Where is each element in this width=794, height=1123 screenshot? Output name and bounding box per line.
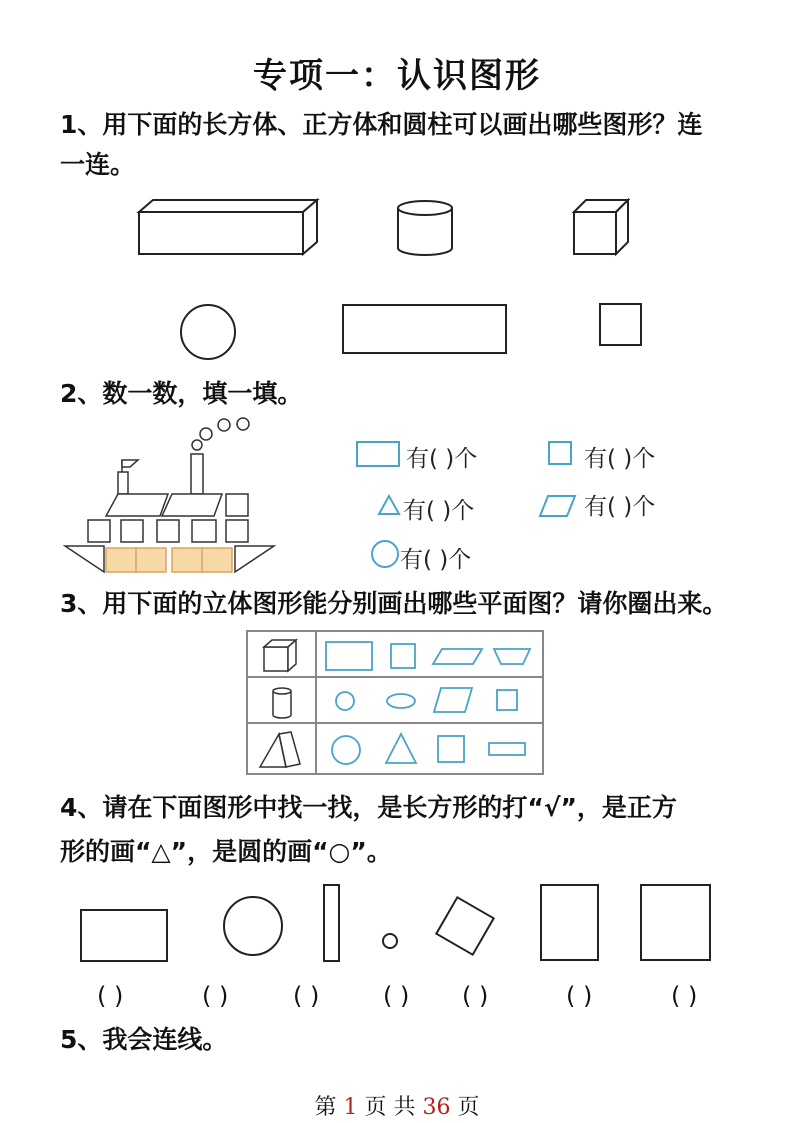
footer-mid: 页 共 — [364, 1095, 416, 1120]
count-triangle: 有( )个 — [403, 498, 475, 524]
answer-blank-5[interactable]: ( ) — [462, 982, 489, 1010]
q1-prompt-line2: 一连。 — [60, 150, 136, 179]
cube-icon — [574, 200, 628, 254]
footer-suffix: 页 — [457, 1095, 480, 1120]
cuboid-icon — [139, 200, 317, 254]
q4-prompt-line1: 4、请在下面图形中找一找，是长方形的打“√”，是正方 — [60, 793, 677, 822]
answer-blank-2[interactable]: ( ) — [202, 982, 229, 1010]
footer-page-number: 1 — [343, 1095, 358, 1120]
answer-blank-3[interactable]: ( ) — [293, 982, 320, 1010]
legend-parallelogram-icon — [540, 496, 575, 516]
page-footer — [0, 1090, 794, 1121]
legend-rectangle-icon — [357, 442, 399, 466]
answer-blank-4[interactable]: ( ) — [383, 982, 410, 1010]
footer-total-pages: 36 — [422, 1095, 451, 1120]
q3-table — [246, 630, 546, 775]
answer-blank-6[interactable]: ( ) — [566, 982, 593, 1010]
circle-icon — [181, 305, 235, 359]
footer-prefix: 第 — [314, 1095, 337, 1120]
q2-prompt: 2、数一数，填一填。 — [60, 379, 303, 408]
count-rectangle: 有( )个 — [406, 446, 478, 472]
legend-triangle-icon — [379, 496, 399, 514]
square-icon — [600, 304, 641, 345]
q4-prompt-line2: 形的画“△”，是圆的画“○”。 — [60, 837, 392, 866]
boat-figure — [60, 412, 290, 577]
q4-shapes — [0, 880, 794, 970]
answer-blank-1[interactable]: ( ) — [97, 982, 124, 1010]
count-parallelogram: 有( )个 — [584, 494, 656, 520]
cylinder-icon — [398, 201, 452, 255]
q5-prompt: 5、我会连线。 — [60, 1025, 228, 1054]
cylinder-icon — [273, 688, 291, 718]
answer-blank-7[interactable]: ( ) — [671, 982, 698, 1010]
count-square: 有( )个 — [584, 446, 656, 472]
cube-icon — [264, 640, 296, 671]
q1-prompt-line1: 1、用下面的长方体、正方体和圆柱可以画出哪些图形？连 — [60, 110, 703, 139]
triangular-prism-icon — [260, 732, 300, 767]
legend-square-icon — [549, 442, 571, 464]
page-title: 专项一：认识图形 — [253, 56, 541, 96]
count-circle: 有( )个 — [400, 547, 472, 573]
q3-prompt: 3、用下面的立体图形能分别画出哪些平面图？请你圈出来。 — [60, 589, 728, 618]
rectangle-icon — [343, 305, 506, 353]
legend-circle-icon — [372, 541, 398, 567]
